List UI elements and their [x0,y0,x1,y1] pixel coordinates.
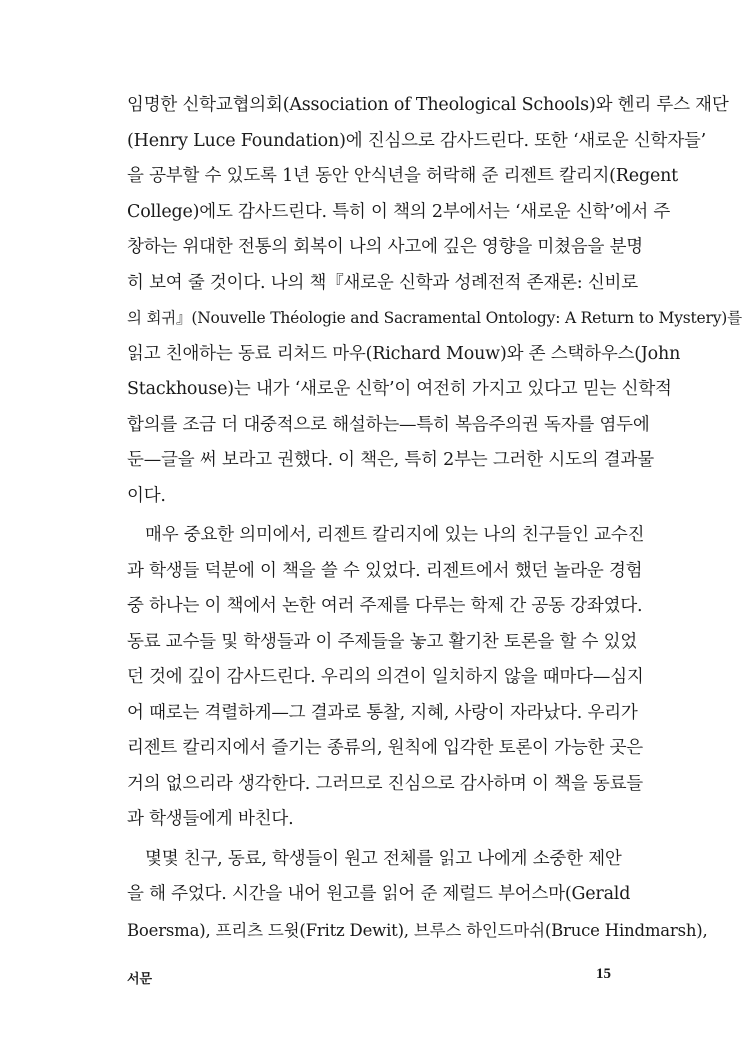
text-line: 매우 중요한 의미에서, 리젠트 칼리지에 있는 나의 친구들인 교수진 [145,525,645,545]
text-line: 둔—글을 써 보라고 권했다. 이 책은, 특히 2부는 그러한 시도의 결과물 [127,450,654,470]
text-line: Stackhouse)는 내가 ‘새로운 신학’이 여전히 가지고 있다고 믿는 신학적 [127,379,672,399]
text-line: College)에도 감사드린다. 특히 이 책의 2부에서는 ‘새로운 신학’에서 주 [127,201,671,222]
text-line: 합의를 조금 더 대중적으로 해설하는—특히 복음주의권 독자를 염두에 [127,414,650,435]
body-text [127,88,742,948]
text-line: (Henry Luce Foundation)에 진심으로 감사드린다. 또한 ‘새로운 신학자들’ [127,130,707,151]
text-line: 리젠트 칼리지에서 즐기는 종류의, 원칙에 입각한 토론이 가능한 곳은 [127,738,644,758]
text-line: 의 회귀』(Nouvelle Théologie and Sacramental Ontology: A Return to Mystery)를 [127,309,742,327]
text-line: Boersma), 프리츠 드윗(Fritz Dewit), 브루스 하인드마쉬(Bruce Hindmarsh), [127,920,708,940]
text-line: 을 해 주었다. 시간을 내어 원고를 읽어 준 제럴드 부어스마(Gerald [127,884,631,904]
running-footer-section: 서문 [127,972,153,987]
text-line: 과 학생들에게 바친다. [127,809,294,829]
text-line: 동료 교수들 및 학생들과 이 주제들을 놓고 활기찬 토론을 할 수 있었 [127,631,638,652]
text-line: 이다. [127,485,166,506]
text-line: 임명한 신학교협의회(Association of Theological Schools)와 헨리 루스 재단 [127,95,729,115]
text-line: 던 것에 깊이 감사드린다. 우리의 의견이 일치하지 않을 때마다—심지 [127,667,644,687]
text-line: 히 보여 줄 것이다. 나의 책『새로운 신학과 성례전적 존재론: 신비로 [127,272,638,293]
text-line: 어 때로는 격렬하게—그 결과로 통찰, 지혜, 사랑이 자라났다. 우리가 [127,702,638,723]
text-line: 과 학생들 덕분에 이 책을 쓸 수 있었다. 리젠트에서 했던 놀라운 경험 [127,560,643,581]
text-line: 읽고 친애하는 동료 리처드 마우(Richard Mouw)와 존 스택하우스(John [127,343,681,364]
text-line: 을 공부할 수 있도록 1년 동안 안식년을 허락해 준 리젠트 칼리지(Regent [127,166,679,186]
text-line: 거의 없으리라 생각한다. 그러므로 진심으로 감사하며 이 책을 동료들 [127,773,644,794]
text-line: 창하는 위대한 전통의 회복이 나의 사고에 깊은 영향을 미쳤음을 분명 [127,237,644,257]
text-line: 몇몇 친구, 동료, 학생들이 원고 전체를 읽고 나에게 소중한 제안 [145,848,622,869]
text-line: 중 하나는 이 책에서 논한 여러 주제를 다루는 학제 간 공동 강좌였다. [127,596,643,616]
page-number: 15 [596,966,611,982]
